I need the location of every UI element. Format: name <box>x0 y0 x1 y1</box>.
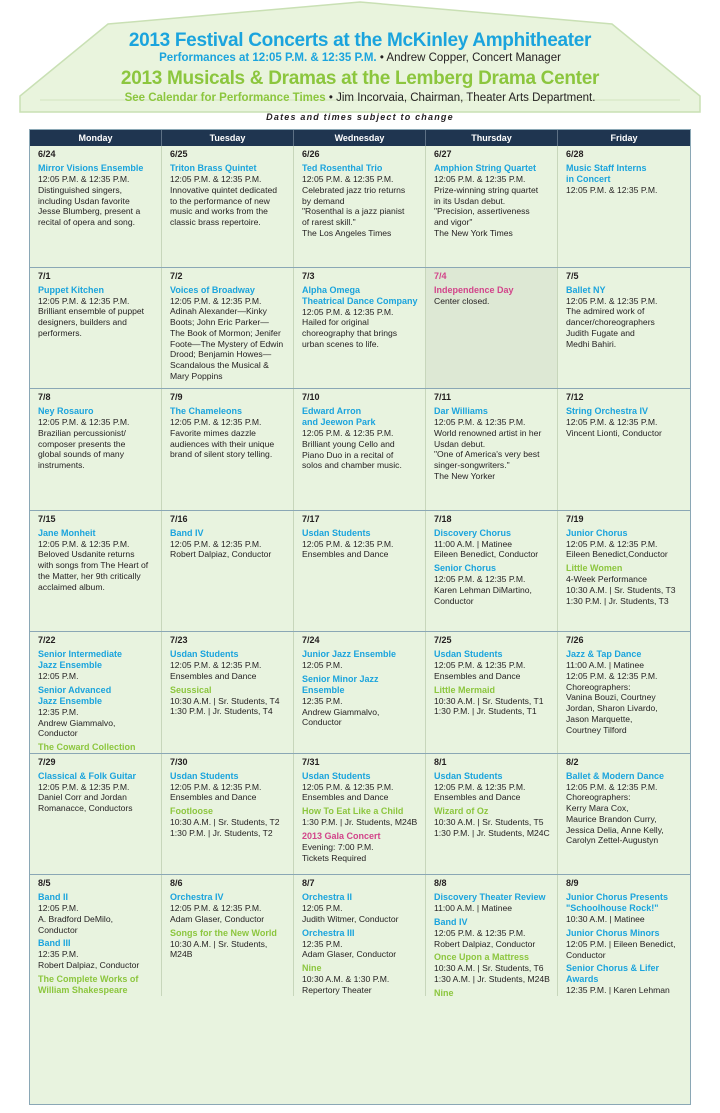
cell-date: 6/24 <box>38 149 56 159</box>
event-title: Seussical <box>170 684 212 695</box>
event-title: Band IV <box>434 916 468 927</box>
event-details: 4-Week Performance 10:30 A.M. | Sr. Students, T3 1:30 P.M. | Jr. Students, T3 <box>566 574 676 606</box>
day-cell <box>294 754 426 875</box>
cell-date: 7/24 <box>302 635 320 645</box>
event-details: 12:05 P.M. <box>302 660 343 670</box>
drama-chairman: • Jim Incorvaia, Chairman, Theater Arts Department. <box>325 92 596 104</box>
day-cell <box>30 511 162 632</box>
calendar-event <box>566 892 686 925</box>
day-cell <box>30 632 162 753</box>
event-title: Senior Intermediate Jazz Ensemble <box>38 649 123 670</box>
week-row <box>30 631 690 753</box>
calendar-event <box>302 285 421 350</box>
event-title: Music Staff Interns in Concert <box>566 163 647 184</box>
calendar-event <box>434 988 553 996</box>
calendar-event <box>38 649 157 682</box>
day-monday: Monday <box>30 130 162 146</box>
event-title: Usdan Students <box>434 649 503 659</box>
event-details: 12:05 P.M. & 12:35 P.M. Eileen Benedict,Conductor <box>566 538 668 560</box>
drama-title: 2013 Musicals & Dramas at the Lemberg Drama Center <box>120 68 600 89</box>
event-details: 12:05 P.M. & 12:35 P.M. Robert Dalpiaz, Conductor <box>170 538 272 560</box>
day-cell <box>426 268 558 389</box>
event-details: 12:05 P.M. & 12:35 P.M. Vincent Lionti, Conductor <box>566 417 662 438</box>
event-details: 10:30 A.M. | Sr. Students, M24B <box>170 938 268 960</box>
event-title: Junior Chorus Presents "Schoolhouse Rock!" <box>566 892 669 913</box>
event-details: 12:05 P.M. & 12:35 P.M. Ensembles and Dance <box>170 781 262 803</box>
calendar-event <box>302 963 421 995</box>
calendar-event <box>434 649 553 682</box>
event-details: 12:05 P.M. & 12:35 P.M. Prize-winning string quartet in its Usdan debut. "Precision, assertiveness and vigor" The New York Times <box>434 174 539 238</box>
calendar-event <box>302 892 421 925</box>
event-details: 12:05 P.M. & 12:35 P.M. Hailed for original choreography that brings urban scenes to life. <box>302 306 398 349</box>
event-title: Amphion String Quartet <box>434 163 536 173</box>
event-details: 10:30 A.M. | Sr. Students, T5 1:30 P.M. | Jr. Students, M24C <box>434 817 550 838</box>
cell-date: 8/1 <box>434 756 447 767</box>
day-tuesday: Tuesday <box>162 130 294 146</box>
cell-date: 8/2 <box>566 756 579 767</box>
calendar-event <box>38 892 157 935</box>
calendar-event <box>434 406 553 482</box>
week-row <box>30 874 690 996</box>
calendar-event <box>302 528 421 561</box>
event-title: Footloose <box>170 806 213 817</box>
week-row <box>30 267 690 389</box>
day-cell <box>162 632 294 753</box>
event-title: Junior Chorus <box>566 527 628 538</box>
day-cell <box>426 754 558 875</box>
calendar-event <box>170 892 289 925</box>
day-cell <box>558 389 690 510</box>
event-title: Ballet NY <box>566 284 606 295</box>
cell-date: 7/2 <box>170 270 183 281</box>
event-title: Alpha Omega Theatrical Dance Company <box>302 284 418 306</box>
event-details: 12:05 P.M. & 12:35 P.M. Adam Glaser, Conductor <box>170 903 265 924</box>
event-details: 12:35 P.M. Robert Dalpiaz, Conductor <box>38 949 140 971</box>
event-title: Usdan Students <box>302 770 371 781</box>
calendar-event <box>38 528 157 593</box>
cell-date: 7/11 <box>434 392 452 402</box>
event-title: Band IV <box>170 527 204 538</box>
cell-date: 6/28 <box>566 149 584 159</box>
day-cell <box>162 389 294 510</box>
event-details: Evening: 7:00 P.M. Tickets Required <box>302 841 374 863</box>
event-details: 1:30 P.M. | Jr. Students, M24B <box>302 817 418 828</box>
event-details: 11:00 A.M. | Matinee 12:05 P.M. & 12:35 P.M. Choreographers: Vanina Bouzi, Courtney Jordan, Sharon Livardo, Jason Marquette, Courtney Tilford <box>566 660 658 735</box>
calendar-event <box>566 928 686 961</box>
event-details: 10:30 A.M. | Sr. Students, T2 1:30 P.M. | Jr. Students, T2 <box>170 817 280 838</box>
event-title: Band III <box>38 938 71 949</box>
event-title: Nine <box>302 963 322 974</box>
cell-date: 7/30 <box>170 756 188 767</box>
calendar-event <box>566 563 686 606</box>
cell-date: 8/8 <box>434 878 447 888</box>
calendar-event <box>38 771 157 814</box>
cell-date: 7/15 <box>38 513 56 524</box>
cell-date: 6/26 <box>302 149 320 159</box>
event-details: 12:05 P.M. & 12:35 P.M. The admired work of dancer/choreographers Judith Fugate and Medhi Bahiri. <box>566 295 658 349</box>
calendar-event <box>566 163 686 196</box>
day-cell <box>294 632 426 753</box>
cell-date: 7/17 <box>302 513 320 524</box>
calendar-event <box>170 771 289 804</box>
calendar-event <box>434 285 553 307</box>
cell-date: 7/29 <box>38 756 56 767</box>
event-title: Senior Advanced Jazz Ensemble <box>38 684 112 706</box>
event-title: Junior Jazz Ensemble <box>302 649 397 659</box>
event-details: 10:30 A.M. | Sr. Students, T4 1:30 P.M. | Jr. Students, T4 <box>170 695 280 717</box>
calendar-event <box>302 928 421 961</box>
event-details: 12:35 P.M. Andrew Giammalvo, Conductor <box>302 695 380 728</box>
cell-date: 7/12 <box>566 392 584 402</box>
disclaimer-note: Dates and times subject to change <box>266 112 454 122</box>
event-details: 12:05 P.M. & 12:35 P.M. Favorite mimes dazzle audiences with their unique brand of silent story telling. <box>170 417 275 460</box>
day-cell <box>294 146 426 267</box>
event-title: Orchestra II <box>302 892 353 902</box>
cell-date: 6/27 <box>434 149 452 159</box>
calendar-event <box>38 938 157 971</box>
cell-date: 7/31 <box>302 756 320 767</box>
event-title: The Chameleons <box>170 406 243 416</box>
event-title: Discovery Chorus <box>434 527 512 538</box>
day-cell <box>558 268 690 389</box>
day-cell <box>426 146 558 267</box>
calendar-event <box>170 928 289 961</box>
cell-date: 7/4 <box>434 270 447 281</box>
calendar-event <box>302 771 421 804</box>
event-details: 12:05 P.M. & 12:35 P.M. Ensembles and Dance <box>434 660 526 681</box>
cell-date: 8/9 <box>566 878 579 888</box>
event-title: Senior Minor Jazz Ensemble <box>302 673 379 695</box>
cell-date: 8/7 <box>302 878 315 888</box>
calendar-event <box>302 674 421 728</box>
calendar-event <box>434 685 553 718</box>
event-details: 12:05 P.M. & 12:35 P.M. Ensembles and Dance <box>434 781 526 803</box>
event-details: 12:05 P.M. & 12:35 P.M. World renowned artist in her Usdan debut. "One of America's very best singer-songwriters." The New Yorker <box>434 417 542 481</box>
festival-title: 2013 Festival Concerts at the McKinley Amphitheater <box>128 30 592 51</box>
calendar-event <box>170 806 289 839</box>
day-cell <box>426 389 558 510</box>
festival-times: Performances at 12:05 P.M. & 12:35 P.M. <box>159 52 377 64</box>
event-title: Wizard of Oz <box>434 806 489 817</box>
event-details: 12:05 P.M. & 12:35 P.M. Beloved Usdanite returns with songs from The Heart of the Matter, her 9th critically acclaimed album. <box>38 538 149 592</box>
day-cell <box>426 632 558 753</box>
calendar-event <box>38 742 157 752</box>
calendar-event <box>434 528 553 561</box>
event-title: Little Women <box>566 563 623 574</box>
calendar-event <box>434 163 553 239</box>
cell-date: 8/6 <box>170 878 183 888</box>
event-details: 12:05 P.M. & 12:35 P.M. Choreographers: Kerry Mara Cox, Maurice Brandon Curry, Jessica Delia, Anne Kelly, Carolyn Zettel-Augustyn <box>566 781 664 846</box>
event-title: Usdan Students <box>170 649 239 659</box>
event-title: Dar Williams <box>434 406 488 416</box>
weeks-container <box>30 146 690 996</box>
day-wednesday: Wednesday <box>294 130 426 146</box>
day-cell <box>30 875 162 996</box>
calendar-event <box>302 406 421 471</box>
cell-date: 7/9 <box>170 392 183 402</box>
calendar-event <box>170 685 289 718</box>
calendar-event <box>302 831 421 864</box>
event-title: Nine <box>434 987 454 996</box>
event-details: 12:35 P.M. Andrew Giammalvo, Conductor <box>38 706 116 739</box>
event-title: Band II <box>38 892 69 902</box>
day-cell <box>30 268 162 389</box>
day-cell <box>30 146 162 267</box>
day-cell <box>294 875 426 996</box>
event-details: 12:05 P.M. & 12:35 P.M. Brilliant ensemble of puppet designers, builders and performers. <box>38 295 145 338</box>
day-cell <box>558 875 690 996</box>
event-title: Junior Chorus Minors <box>566 927 660 938</box>
event-title: Ney Rosauro <box>38 406 94 416</box>
event-title: Once Upon a Mattress <box>434 952 530 963</box>
event-details: 12:05 P.M. & 12:35 P.M. Karen Lehman DiMartino, Conductor <box>434 574 532 606</box>
event-details: 10:30 A.M. & 1:30 P.M. Repertory Theater <box>302 974 390 995</box>
day-cell <box>558 511 690 632</box>
calendar-event <box>434 892 553 914</box>
calendar-event <box>566 963 686 995</box>
event-details: 12:05 P.M. & 12:35 P.M. Brilliant young Cello and Piano Duo in a recital of solos and chamber music. <box>302 428 402 471</box>
week-row <box>30 388 690 510</box>
event-title: Classical & Folk Guitar <box>38 770 137 781</box>
event-title: The Coward Collection <box>38 742 136 753</box>
day-cell <box>294 389 426 510</box>
cell-date: 7/23 <box>170 635 188 645</box>
event-title: Usdan Students <box>170 770 239 781</box>
day-cell <box>162 268 294 389</box>
calendar-event <box>38 163 157 228</box>
event-details: 12:05 P.M. & 12:35 P.M. Ensembles and Dance <box>302 538 394 560</box>
calendar-event <box>434 952 553 985</box>
calendar-event <box>38 406 157 471</box>
week-row <box>30 753 690 875</box>
cell-date: 7/5 <box>566 270 579 281</box>
calendar-event <box>170 649 289 682</box>
event-details: Center closed. <box>434 295 490 306</box>
day-cell <box>426 511 558 632</box>
day-friday: Friday <box>610 133 638 143</box>
event-details: 12:05 P.M. A. Bradford DeMilo, Conductor <box>38 903 113 935</box>
event-details: 12:05 P.M. & 12:35 P.M. Distinguished singers, including Usdan favorite Jesse Blumberg, present a recital of opera and song. <box>38 174 141 228</box>
event-title: Discovery Theater Review <box>434 892 546 902</box>
event-title: Senior Chorus & Lifer Awards <box>566 963 660 985</box>
banner-background <box>0 0 720 130</box>
event-title: Songs for the New World <box>170 927 277 938</box>
weekday-header <box>30 130 690 146</box>
event-title: Triton Brass Quintet <box>170 163 257 173</box>
calendar-event <box>170 285 289 382</box>
event-title: Orchestra IV <box>170 892 224 902</box>
event-details: 11:00 A.M. | Matinee <box>434 903 513 913</box>
cell-date: 7/18 <box>434 513 452 524</box>
event-title: Independence Day <box>434 284 514 295</box>
day-cell <box>294 268 426 389</box>
event-details: 12:05 P.M. & 12:35 P.M. Daniel Corr and Jordan Romanacce, Conductors <box>38 781 133 814</box>
calendar-event <box>170 163 289 228</box>
event-details: 10:30 A.M. | Sr. Students, T1 1:30 P.M. | Jr. Students, T1 <box>434 695 544 717</box>
event-details: 12:35 P.M. Adam Glaser, Conductor <box>302 938 397 960</box>
calendar-event <box>38 974 157 996</box>
day-cell <box>162 511 294 632</box>
drama-times: See Calendar for Performance Times <box>124 92 326 104</box>
calendar-event <box>434 917 553 950</box>
event-details: 10:30 A.M. | Sr. Students, T6 1:30 A.M. | Jr. Students, M24B <box>434 963 550 985</box>
event-details: 12:05 P.M. Judith Witmer, Conductor <box>302 903 399 924</box>
day-cell <box>162 875 294 996</box>
calendar-event <box>302 163 421 239</box>
day-cell <box>558 754 690 875</box>
event-title: String Orchestra IV <box>566 406 649 416</box>
page-header <box>0 0 720 130</box>
event-title: Little Mermaid <box>434 684 496 695</box>
event-title: Mirror Visions Ensemble <box>38 163 144 173</box>
event-title: Usdan Students <box>434 770 503 781</box>
event-title: The Complete Works of William Shakespeare <box>38 973 139 995</box>
event-title: Edward Arron and Jeewon Park <box>302 406 376 427</box>
event-details: 12:05 P.M. & 12:35 P.M. Robert Dalpiaz, Conductor <box>434 927 536 949</box>
event-details: 12:05 P.M. & 12:35 P.M. Brazilian percussionist/ composer presents the global sounds of many instruments. <box>38 417 130 471</box>
cell-date: 7/16 <box>170 513 188 524</box>
calendar-event <box>566 285 686 350</box>
calendar-event <box>566 649 686 736</box>
cell-date: 6/25 <box>170 149 188 159</box>
event-title: How To Eat Like a Child <box>302 806 404 817</box>
cell-date: 7/26 <box>566 635 584 645</box>
event-details: 12:05 P.M. & 12:35 P.M. Celebrated jazz trio returns by demand "Rosenthal is a jazz pianist of rarest skill." The Los Angeles Times <box>302 174 406 238</box>
event-details: 11:00 A.M. | Matinee Eileen Benedict, Conductor <box>434 538 539 560</box>
cell-date: 7/22 <box>38 635 56 645</box>
calendar-grid <box>29 129 691 1105</box>
event-title: Ballet & Modern Dance <box>566 770 665 781</box>
cell-date: 7/19 <box>566 513 584 524</box>
cell-date: 7/25 <box>434 635 452 645</box>
event-details: 12:05 P.M. & 12:35 P.M. <box>566 185 658 195</box>
event-title: Usdan Students <box>302 527 371 538</box>
calendar-event <box>566 406 686 439</box>
day-cell <box>558 632 690 753</box>
event-details: 10:30 A.M. | Matinee <box>566 914 645 924</box>
calendar-event <box>434 563 553 606</box>
event-title: Senior Chorus <box>434 563 497 574</box>
day-cell <box>162 146 294 267</box>
event-details: 12:05 P.M. | Eileen Benedict, Conductor <box>566 938 676 960</box>
event-details: 12:05 P.M. & 12:35 P.M. Adinah Alexander—Kinky Boots; John Eric Parker— The Book of Mormon; Jenifer Foote—The Mystery of Edwin Drood; Benjamin Howes— Scandalous the Musical & Mary Poppins <box>170 295 284 382</box>
calendar-event <box>170 528 289 561</box>
event-details: 12:05 P.M. & 12:35 P.M. Ensembles and Dance <box>170 660 262 681</box>
event-title: Orchestra III <box>302 927 355 938</box>
calendar-event <box>302 649 421 671</box>
cell-date: 8/5 <box>38 878 51 888</box>
calendar-event <box>566 771 686 847</box>
day-cell <box>30 389 162 510</box>
cell-date: 7/10 <box>302 392 320 402</box>
calendar-event <box>302 806 421 828</box>
day-thursday: Thursday <box>426 130 558 146</box>
event-details: 12:05 P.M. & 12:35 P.M. Innovative quintet dedicated to the performance of new music and works from the classic brass repertoire. <box>170 174 278 228</box>
calendar-event <box>566 528 686 561</box>
event-title: 2013 Gala Concert <box>302 830 381 841</box>
calendar-event <box>170 406 289 460</box>
festival-subtitle <box>0 52 720 64</box>
event-details: 12:35 P.M. | Karen Lehman <box>566 985 670 996</box>
calendar-event <box>434 771 553 804</box>
cell-date: 7/8 <box>38 392 51 402</box>
event-title: Jazz & Tap Dance <box>566 649 642 659</box>
calendar-event <box>38 685 157 739</box>
week-row <box>30 510 690 632</box>
event-title: Puppet Kitchen <box>38 284 105 295</box>
event-details: 12:05 P.M. <box>38 671 79 681</box>
day-cell <box>426 875 558 996</box>
event-title: Jane Monheit <box>38 527 96 538</box>
festival-manager: • Andrew Copper, Concert Manager <box>376 52 561 64</box>
drama-subtitle <box>0 92 720 104</box>
cell-date: 7/1 <box>38 270 51 281</box>
event-details: 12:05 P.M. & 12:35 P.M. Ensembles and Dance <box>302 781 394 803</box>
event-title: Ted Rosenthal Trio <box>302 163 383 173</box>
day-cell <box>294 511 426 632</box>
cell-date: 7/3 <box>302 270 315 281</box>
day-cell <box>558 146 690 267</box>
day-cell <box>162 754 294 875</box>
day-cell <box>30 754 162 875</box>
week-row <box>30 146 690 267</box>
event-title: Voices of Broadway <box>170 284 255 295</box>
calendar-event <box>434 806 553 839</box>
calendar-event <box>38 285 157 339</box>
